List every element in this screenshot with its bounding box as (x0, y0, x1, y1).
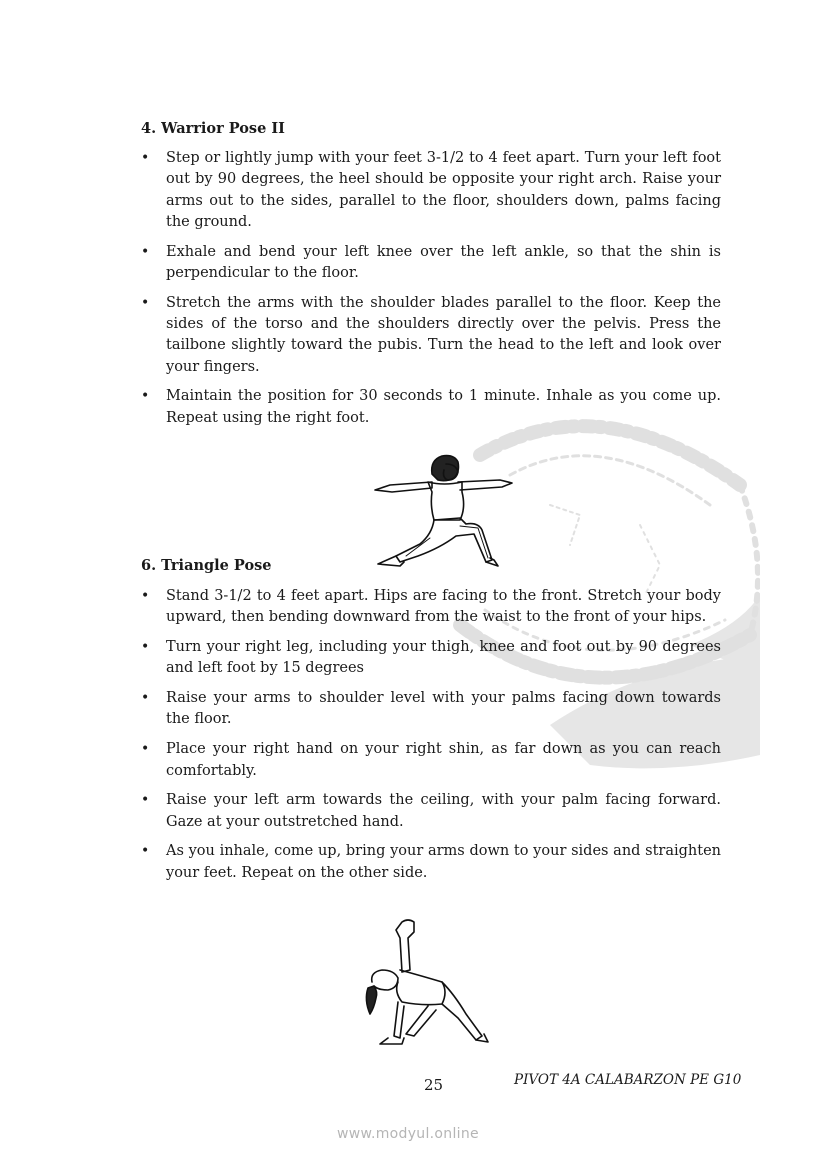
list-item (141, 148, 721, 233)
triangle-pose-figure-icon (362, 918, 492, 1048)
list-item-text: Stand 3-1/2 to 4 feet apart. Hips are facing to the front. Stretch your body upward, then bending downward from the waist to the front of your hips. (166, 588, 721, 626)
list-item (141, 386, 721, 429)
bullet-icon: • (141, 639, 150, 656)
list-item-text: Step or lightly jump with your feet 3-1/2 to 4 feet apart. Turn your left foot out by 90 degrees, the heel should be opposite your right arch. Raise your arms out to the sides, parallel to the floor, shoulders down, palms facing the ground. (166, 150, 721, 230)
bullet-icon: • (141, 588, 150, 604)
list-item-text: Raise your arms to shoulder level with your palms facing down towards the floor. (166, 690, 721, 728)
list-item-text: As you inhale, come up, bring your arms down to your sides and straighten your feet. Repeat on the other side. (166, 843, 721, 881)
list-item (141, 841, 721, 884)
warrior-pose-figure-icon (370, 452, 515, 570)
list-item (141, 790, 721, 833)
list-item-text: Maintain the position for 30 seconds to 1 minute. Inhale as you come up. Repeat using the right foot. (166, 388, 721, 426)
bullet-icon: • (141, 690, 150, 707)
page-number: 25 (424, 1076, 444, 1094)
list-item-text: Exhale and bend your left knee over the left ankle, so that the shin is perpendicular to the floor. (166, 243, 721, 281)
warrior-pose-instructions (141, 148, 721, 438)
list-item-text: Place your right hand on your right shin, as far down as you can reach comfortably. (166, 741, 721, 779)
bullet-icon: • (141, 792, 150, 809)
bullet-icon: • (141, 388, 150, 405)
list-item (141, 688, 721, 731)
site-watermark: www.modyul.online (337, 1126, 479, 1142)
list-item (141, 586, 721, 629)
footer-caption: PIVOT 4A CALABARZON PE G10 (514, 1072, 742, 1088)
section-heading-triangle-pose: 6. Triangle Pose (141, 557, 272, 574)
bullet-icon: • (141, 243, 150, 260)
list-item-text: Raise your left arm towards the ceiling, with your palm facing forward. Gaze at your outstretched hand. (166, 792, 721, 830)
list-item (141, 242, 721, 285)
bullet-icon: • (141, 294, 150, 311)
list-item (141, 637, 721, 680)
list-item (141, 739, 721, 782)
bullet-icon: • (141, 150, 150, 166)
list-item (141, 293, 721, 378)
list-item-text: Turn your right leg, including your thigh, knee and foot out by 90 degrees and left foot by 15 degrees (166, 639, 721, 677)
bullet-icon: • (141, 843, 150, 860)
list-item-text: Stretch the arms with the shoulder blades parallel to the floor. Keep the sides of the torso and the shoulders directly over the pelvis. Press the tailbone slightly toward the pubis. Turn the head to the left and look over your fingers. (166, 294, 721, 375)
triangle-pose-instructions (141, 586, 721, 893)
bullet-icon: • (141, 741, 150, 758)
section-heading-warrior-pose: 4. Warrior Pose II (141, 120, 285, 137)
